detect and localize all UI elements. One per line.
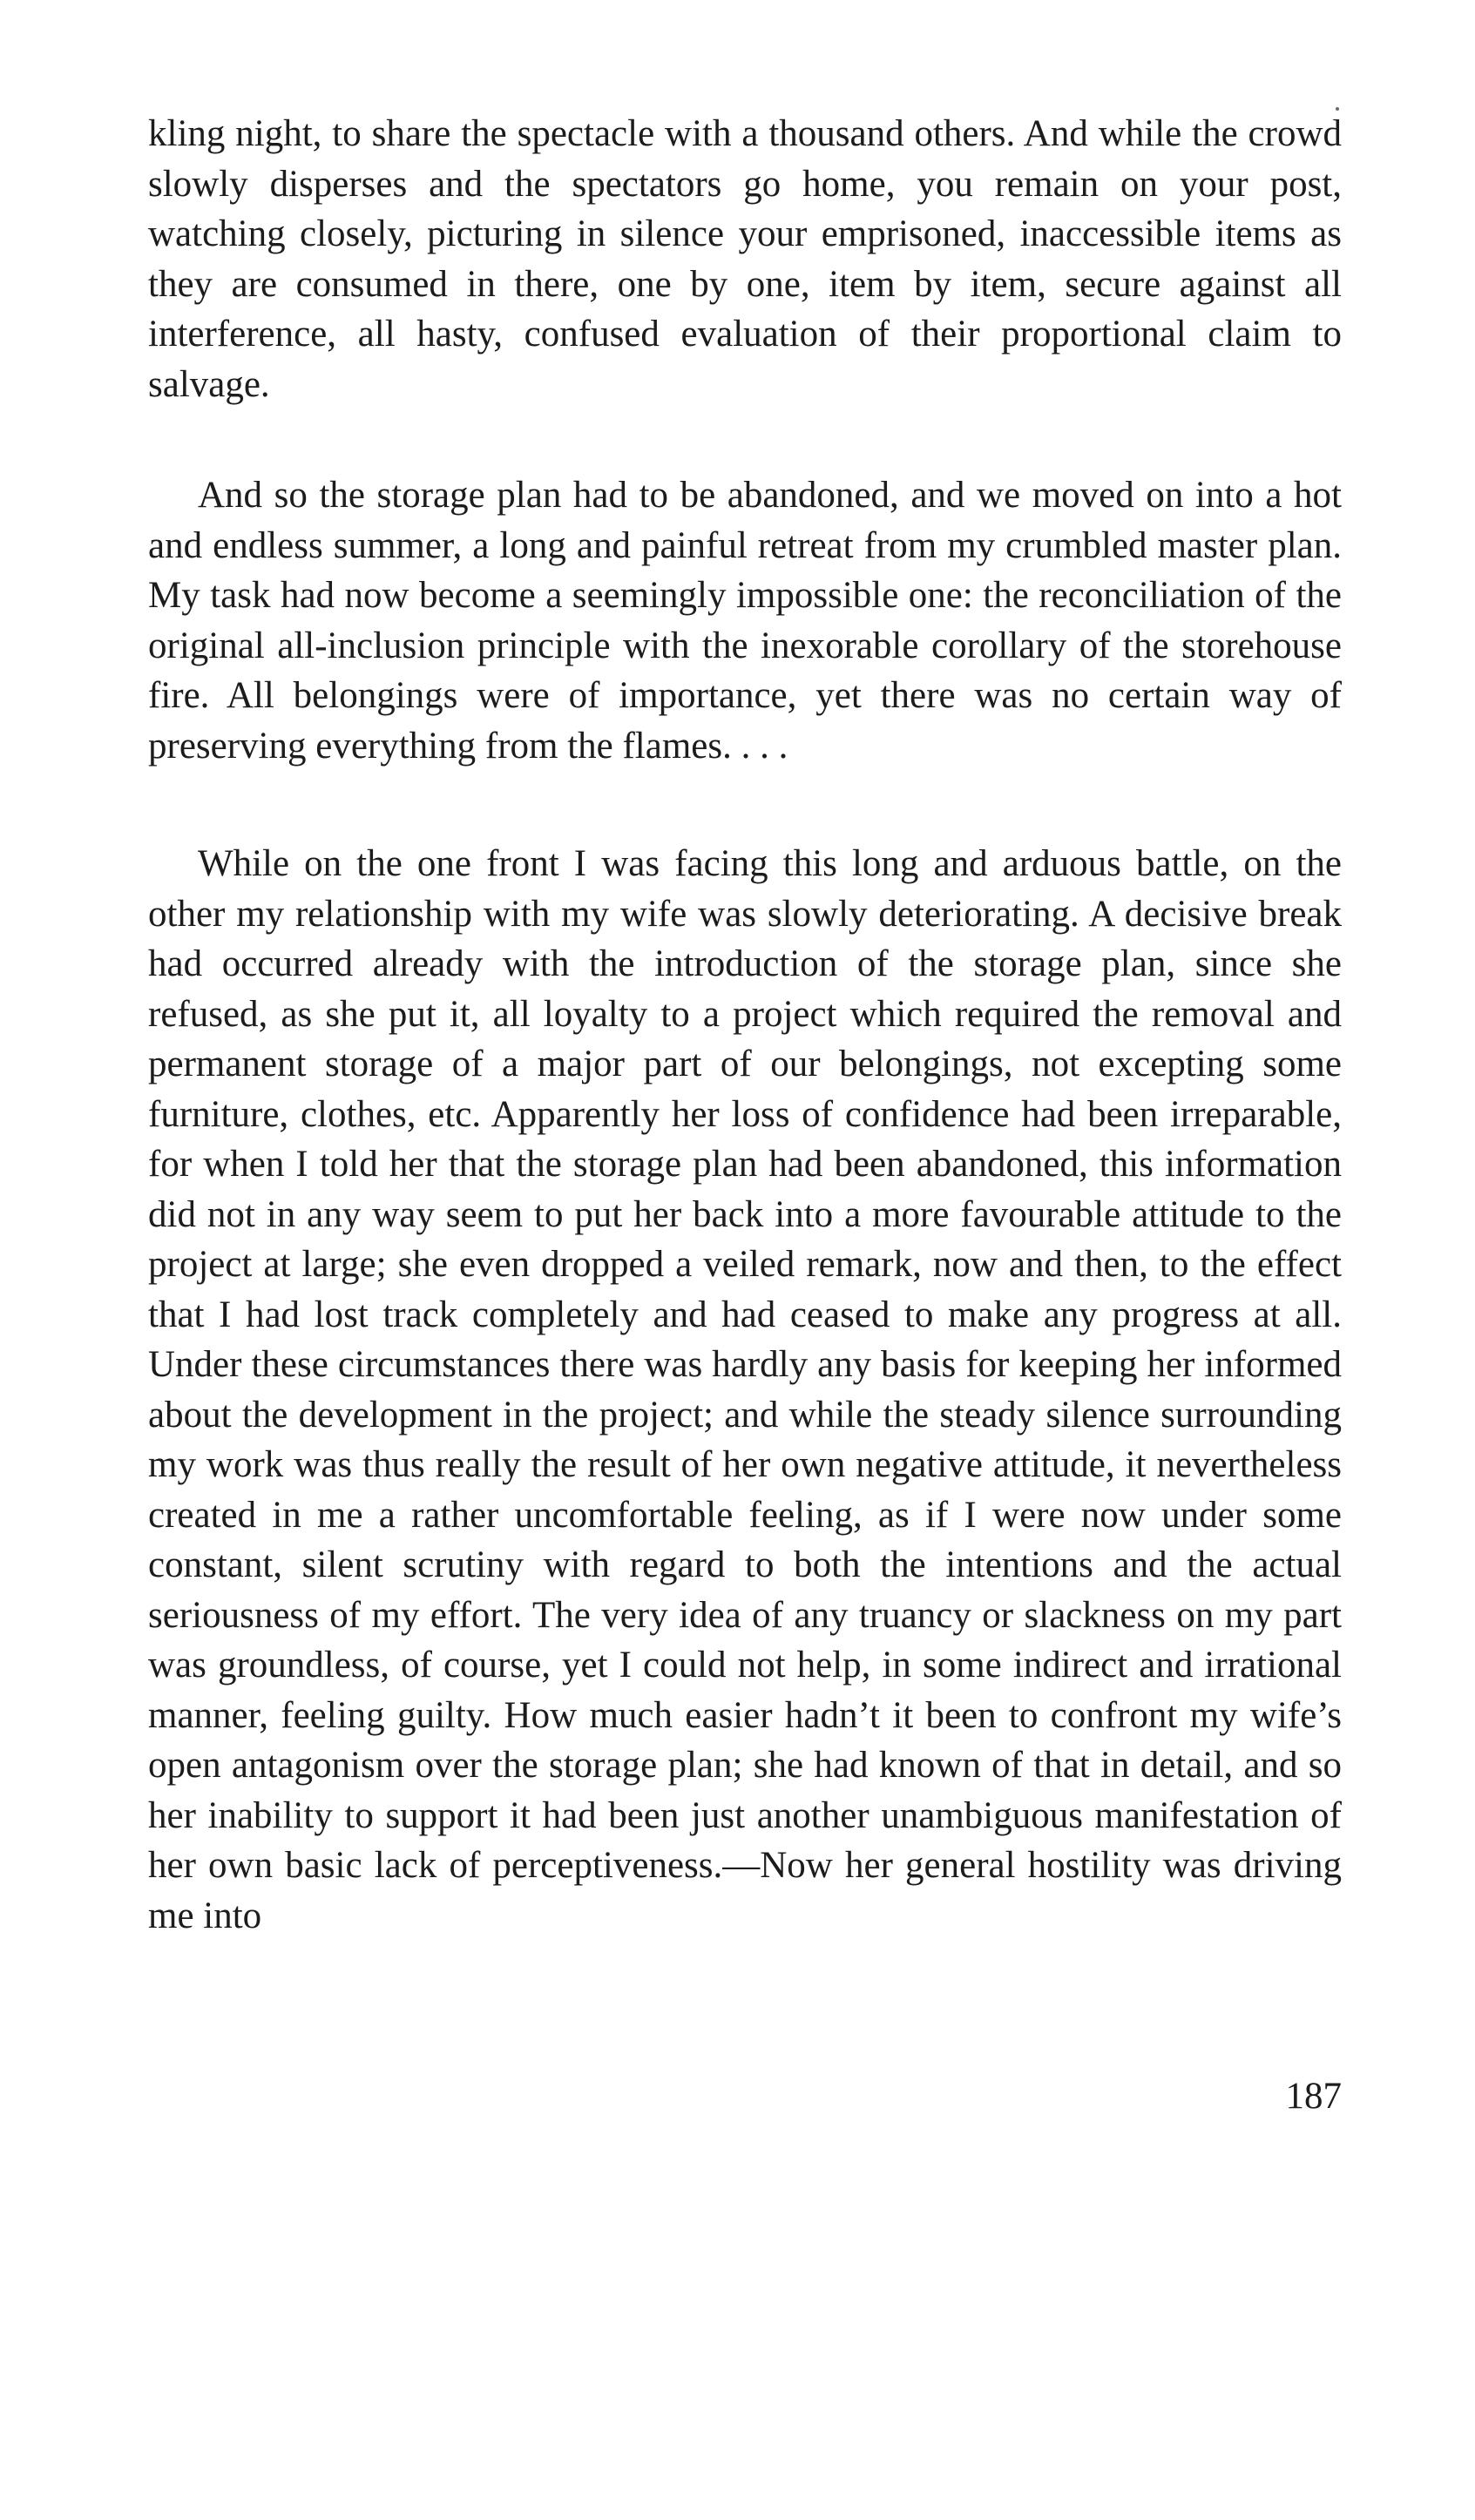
paragraph-relationship: While on the one front I was facing this long and arduous battle, on the other my relationship with my wife was slowly deteriorating. A decisive break had occurred already with the introduction of the storage plan, since she refused, as she put it, all loyalty to a project which required the removal and permanent storage of a major part of our belongings, not excepting some furniture, clothes, etc. Apparently her loss of confidence had been irreparable, for when I told her that the storage plan had been abandoned, this information did not in any way seem to put her back into a more favourable attitude to the project at large; she even dropped a veiled remark, now and then, to the effect that I had lost track completely and had ceased to make any progress at all. Under these circumstances there was hardly any basis for keeping her informed about the development in the project; and while the steady silence surrounding my work was thus really the result of her own negative attitude, it nevertheless created in me a rather uncomfortable feeling, as if I were now under some constant, silent scrutiny with regard to both the intentions and the actual seriousness of my effort. The very idea of any truancy or slackness on my part was groundless, of course, yet I could not help, in some indirect and irrational manner, feeling guilty. How much easier hadn’t it been to confront my wife’s open antagonism over the storage plan; she had known of that in detail, and so her inability to support it had been just another unambiguous manifestation of her own basic lack of perceptiveness.—Now her general hostility was driving me into: [148, 843, 1342, 1936]
paragraph-storage-plan: And so the storage plan had to be abandoned, and we moved on into a hot and endless summer, a long and painful retreat from my crumbled master plan. My task had now become a seemingly impossible one: the reconciliation of the original all-inclusion principle with the inexorable corollary of the storehouse fire. All belongings were of importance, yet there was no certain way of preserving everything from the flames. . . .: [148, 475, 1342, 767]
page-number: 187: [1285, 2076, 1342, 2117]
paragraph-continued: kling night, to share the spectacle with a thousand others. And while the crowd slowly disperses and the spectators go home, you remain on your post, watching closely, picturing in silence your emprisoned, inaccessible items as they are consumed in there, one by one, item by item, secure against all interference, all hasty, confused evaluation of their proportional claim to salvage.: [148, 113, 1342, 405]
